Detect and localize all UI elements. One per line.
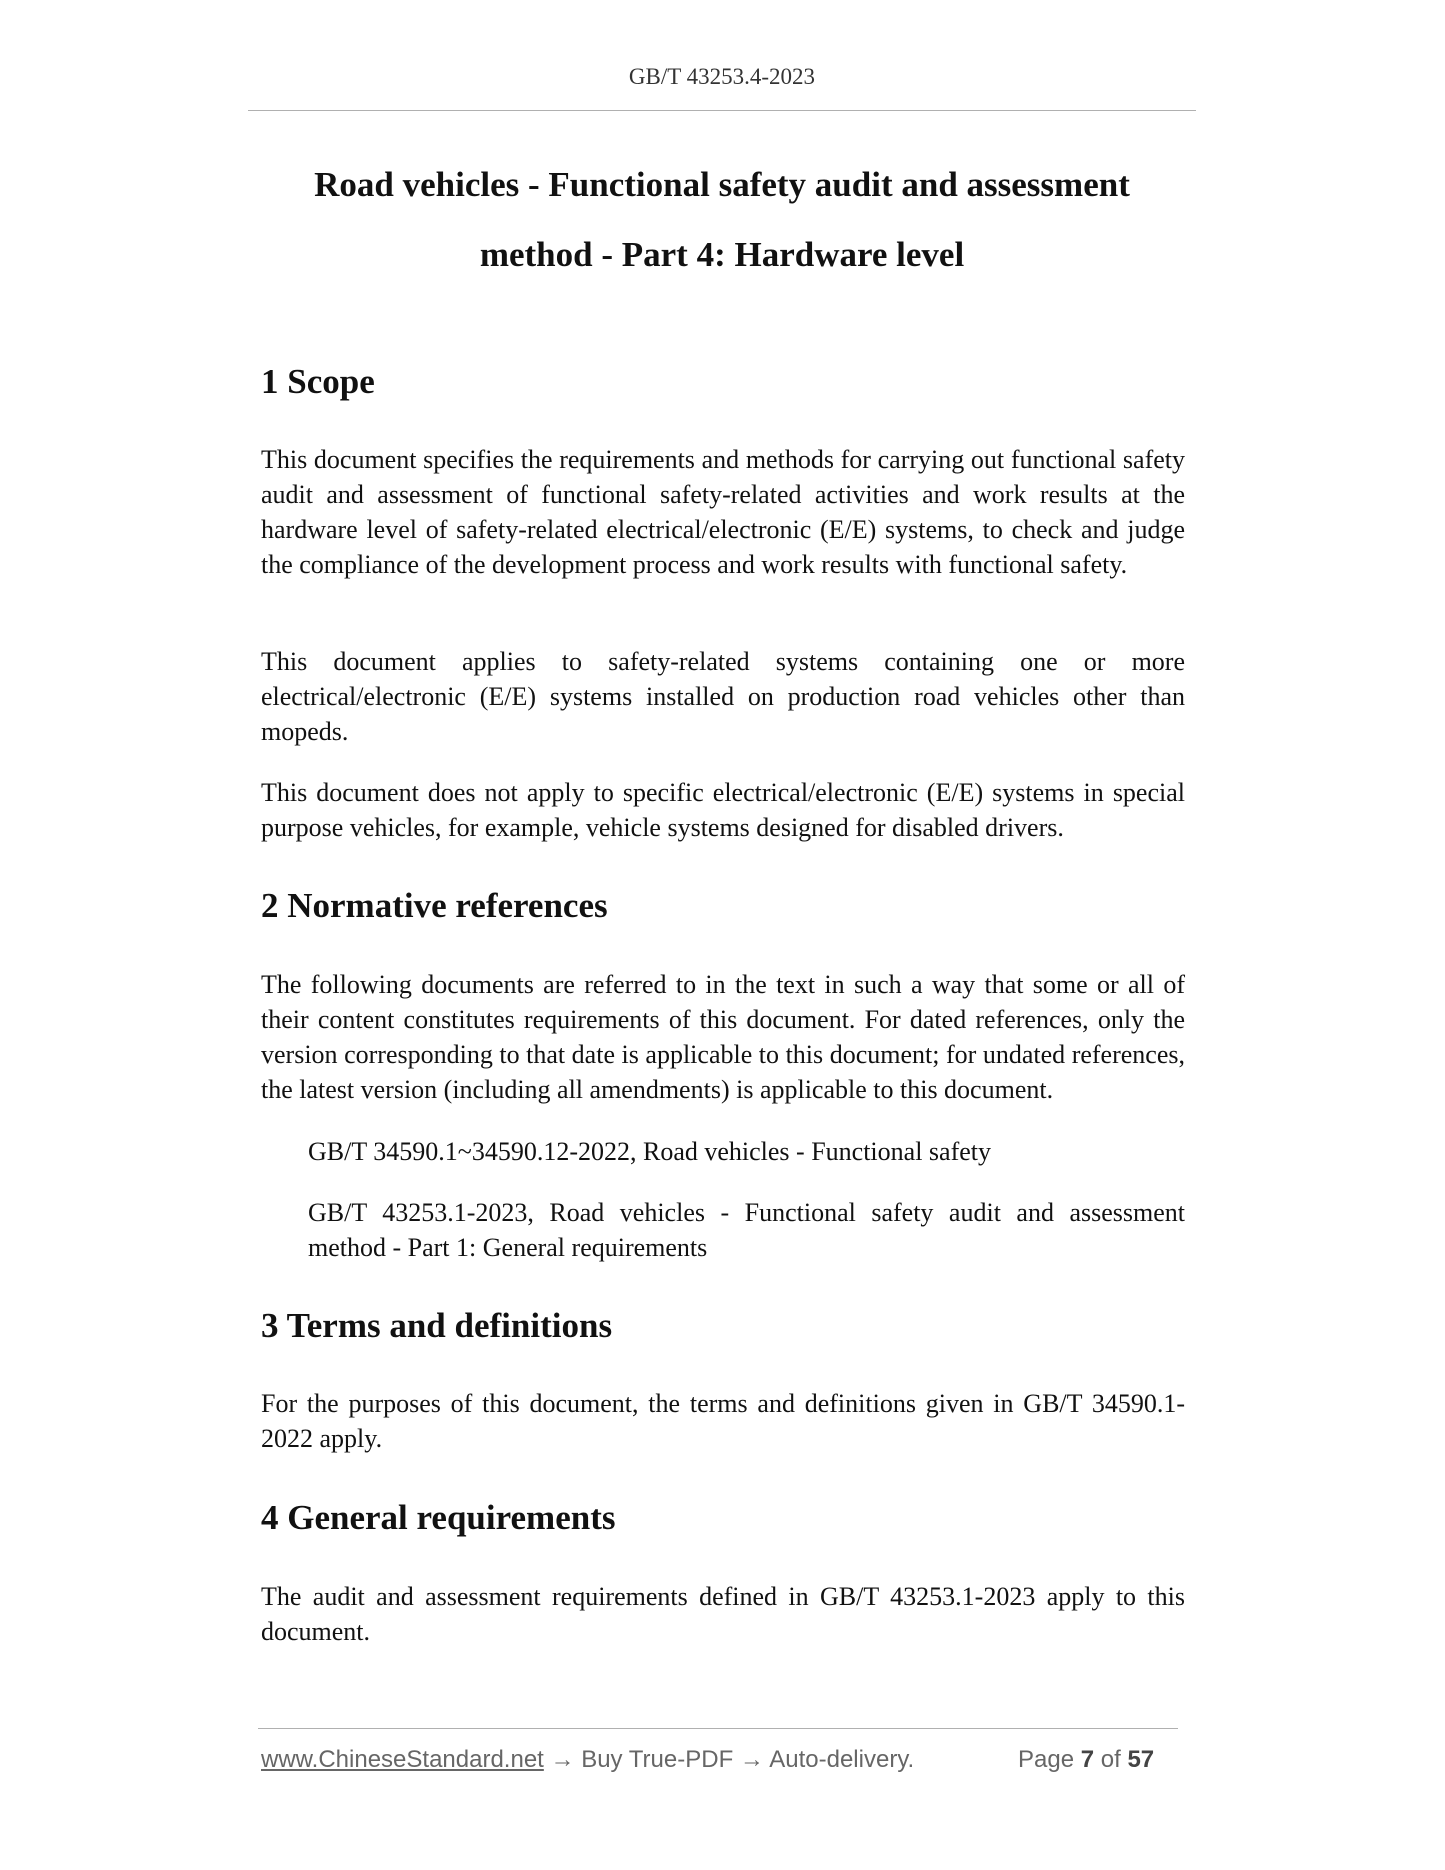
normative-references-paragraph: The following documents are referred to in the text in such a way that some or all of their content constitutes requirements of this document. For dated references, only the version corresponding to that date is applicable to this document; for undated references, the latest version (including all amendments) is applicable to this document. [261, 970, 1185, 1104]
site-link[interactable]: www.ChineseStandard.net [261, 1746, 544, 1773]
section-heading-terms-definitions: 3 Terms and definitions [261, 1306, 613, 1345]
terms-definitions-paragraph: For the purposes of this document, the terms and definitions given in GB/T 34590.1-2022 apply. [261, 1389, 1185, 1453]
title-line-2: method - Part 4: Hardware level [479, 235, 965, 274]
buy-text: Buy True-PDF [581, 1746, 734, 1773]
footer-divider [258, 1728, 1178, 1729]
page-word: Page [1018, 1746, 1075, 1773]
document-title [248, 150, 1196, 290]
reference-item: GB/T 34590.1~34590.12-2022, Road vehicles - Functional safety [308, 1137, 991, 1166]
delivery-text: Auto-delivery. [769, 1746, 915, 1773]
scope-paragraph-2: This document applies to safety-related systems containing one or more electrical/electronic (E/E) systems installed on production road vehicles other than mopeds. [261, 647, 1185, 746]
footer-promo [261, 1746, 914, 1774]
page-current: 7 [1080, 1746, 1095, 1773]
scope-paragraph-3: This document does not apply to specific electrical/electronic (E/E) systems in special purpose vehicles, for example, vehicle systems designed for disabled drivers. [261, 778, 1185, 842]
section-heading-general-requirements: 4 General requirements [261, 1498, 616, 1537]
arrow-right-icon: → [550, 1746, 575, 1773]
title-line-1: Road vehicles - Functional safety audit and assessment [314, 165, 1130, 204]
reference-item: GB/T 43253.1-2023, Road vehicles - Functional safety audit and assessment method - Part 1: General requirements [308, 1198, 1185, 1262]
page-indicator [1018, 1746, 1154, 1774]
running-header: GB/T 43253.4-2023 [628, 64, 816, 89]
scope-paragraph-1: This document specifies the requirements and methods for carrying out functional safety audit and assessment of functional safety-related activities and work results at the hardware level of safety-related electrical/electronic (E/E) systems, to check and judge the compliance of the development process and work results with functional safety. [261, 445, 1185, 579]
section-heading-scope: 1 Scope [261, 362, 375, 401]
page-total: 57 [1127, 1746, 1155, 1773]
arrow-right-icon: → [739, 1746, 764, 1773]
section-heading-normative-references: 2 Normative references [261, 886, 608, 925]
page-of: of [1100, 1746, 1121, 1773]
general-requirements-paragraph: The audit and assessment requirements defined in GB/T 43253.1-2023 apply to this document. [261, 1582, 1185, 1646]
header-divider [248, 110, 1196, 111]
